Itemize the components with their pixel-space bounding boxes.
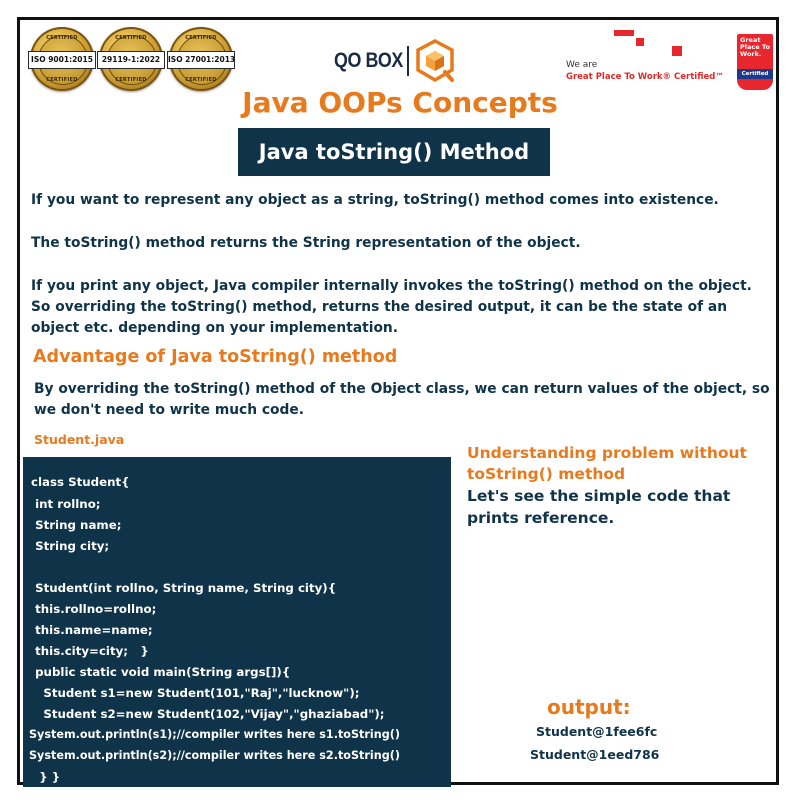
gptw-certification: We are Great Place To Work® Certified™	[566, 30, 736, 92]
code-line: Student s1=new Student(101,"Raj","lucknow");	[31, 686, 360, 700]
page-title: Java OOPs Concepts	[242, 86, 558, 119]
intro-paragraph-2: The toString() method returns the String representation of the object.	[31, 235, 581, 251]
code-line: System.out.println(s2);//compiler writes here s2.toString()	[29, 749, 400, 762]
code-line: String city;	[31, 539, 110, 553]
code-line: this.name=name;	[31, 623, 153, 637]
iso-27001-badge: CERTIFIED ISO 27001:2013 CERTIFIED	[169, 27, 233, 91]
code-line: } }	[31, 770, 61, 784]
code-line: Student(int rollno, String name, String city){	[31, 581, 337, 595]
code-line: this.rollno=rollno;	[31, 602, 157, 616]
code-line: String name;	[31, 518, 122, 532]
problem-text: Let's see the simple code that prints reference.	[467, 487, 731, 527]
code-line: this.city=city; }	[31, 644, 149, 658]
advantage-heading: Advantage of Java toString() method	[33, 347, 398, 367]
problem-heading: Understanding problem without toString() method	[467, 444, 758, 483]
logo-text: QO BOX	[334, 49, 403, 72]
gptw-shield-icon: Great Place To Work. Certified	[737, 34, 773, 90]
iso-29119-badge: CERTIFIED 29119-1:2022 CERTIFIED	[99, 27, 163, 91]
code-block	[23, 457, 451, 787]
output-label: output:	[547, 695, 631, 719]
intro-paragraph-1: If you want to represent any object as a string, toString() method comes into existence.	[31, 192, 719, 208]
iso-9001-badge: CERTIFIED ISO 9001:2015 CERTIFIED	[30, 27, 94, 91]
code-line: public static void main(String args[]){	[31, 665, 291, 679]
qobox-logo	[334, 38, 455, 84]
output-line-2: Student@1eed786	[530, 747, 660, 762]
code-line: Student s2=new Student(102,"Vijay","ghaziabad");	[31, 707, 385, 721]
section-banner: Java toString() Method	[238, 128, 550, 176]
output-line-1: Student@1fee6fc	[536, 724, 658, 739]
intro-paragraph-3: If you print any object, Java compiler internally invokes the toString() method on the object. So overriding the toString() method, returns the desired output, it can be the state of an object etc. depending on your implementation.	[31, 278, 752, 336]
file-name: Student.java	[34, 432, 125, 447]
code-line: class Student{	[31, 475, 130, 489]
code-line: System.out.println(s1);//compiler writes here s1.toString()	[29, 728, 400, 741]
code-line: int rollno;	[31, 497, 101, 511]
advantage-text: By overriding the toString() method of the Object class, we can return values of the object, so we don't need to write much code.	[34, 381, 770, 418]
cube-logo-icon	[415, 39, 455, 83]
